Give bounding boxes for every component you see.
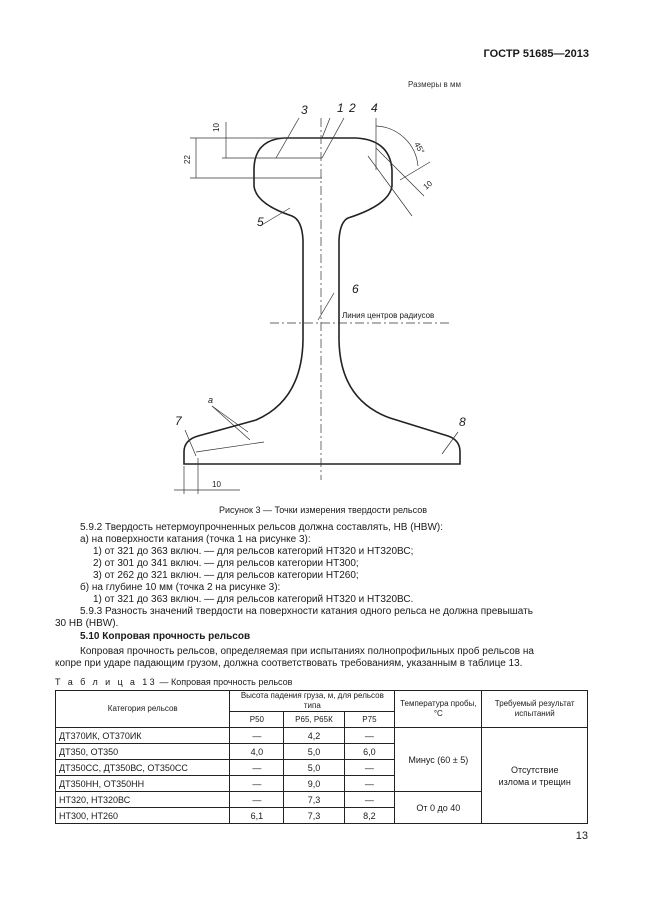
row-5-p50: — <box>230 792 284 808</box>
result-cell: Отсутствие излома и трещин <box>482 728 588 824</box>
row-5-p65: 7,3 <box>284 792 344 808</box>
header-result: Требуемый результат испытаний <box>482 691 588 728</box>
row-1-category: ДТ370ИК, ОТ370ИК <box>56 728 230 744</box>
row-1-p65: 4,2 <box>284 728 344 744</box>
para-510-line1: Копровая прочность рельсов, определяемая при испытаниях полнопрофильных проб рельсов на <box>80 646 534 657</box>
table-13 <box>55 690 588 824</box>
header-temp: Температура пробы, °С <box>395 691 482 728</box>
para-592b: б) на глубине 10 мм (точка 2 на рисунке 3): <box>80 582 281 593</box>
table-caption: Т а б л и ц а 13 — Копровая прочность рельсов <box>55 677 293 687</box>
row-4-p65: 9,0 <box>284 776 344 792</box>
para-510-line2: копре при ударе падающим грузом, должна соответствовать требованиям, указанным в таблице 13. <box>55 658 523 669</box>
row-2-category: ДТ350, ОТ350 <box>56 744 230 760</box>
row-3-p75: — <box>344 760 395 776</box>
document-header: ГОСТР 51685—2013 <box>483 48 589 60</box>
header-height: Высота падения груза, м, для рельсов типа <box>230 691 395 712</box>
page-number: 13 <box>575 830 588 842</box>
header-p50: Р50 <box>230 712 284 728</box>
header-category: Категория рельсов <box>56 691 230 728</box>
row-3-p65: 5,0 <box>284 760 344 776</box>
units-note: Размеры в мм <box>408 80 461 89</box>
dim-10-bottom: 10 <box>212 480 221 489</box>
section-510-title: 5.10 Копровая прочность рельсов <box>80 631 251 642</box>
callout-a: a <box>208 395 214 405</box>
row-6-p50: 6,1 <box>230 808 284 824</box>
temp-cell-b: От 0 до 40 <box>395 792 482 824</box>
callout-7: 7 <box>175 414 182 428</box>
para-592a3: 3) от 262 до 321 включ. — для рельсов категории НТ260; <box>93 570 359 581</box>
callout-3: 3 <box>301 103 308 117</box>
callout-8: 8 <box>459 415 466 429</box>
callout-6: 6 <box>352 282 359 296</box>
row-4-p50: — <box>230 776 284 792</box>
rail-outline <box>184 138 460 464</box>
para-593-line1: 5.9.3 Разность значений твердости на поверхности катания одного рельса не должна превышать <box>80 606 533 617</box>
row-1-p75: — <box>344 728 395 744</box>
para-592a: а) на поверхности катания (точка 1 на рисунке 3): <box>80 534 311 545</box>
dim-10-top: 10 <box>212 123 221 132</box>
header-p65: Р65, Р65К <box>284 712 344 728</box>
para-592a2: 2) от 301 до 341 включ. — для рельсов категории НТ300; <box>93 558 359 569</box>
callout-1: 1 <box>337 101 344 115</box>
para-592: 5.9.2 Твердость нетермоупрочненных рельсов должна составлять, НВ (HBW): <box>80 522 444 533</box>
figure-caption: Рисунок 3 — Точки измерения твердости рельсов <box>219 505 427 515</box>
row-4-p75: — <box>344 776 395 792</box>
header-p75: Р75 <box>344 712 395 728</box>
temp-cell-a: Минус (60 ± 5) <box>395 728 482 792</box>
row-2-p65: 5,0 <box>284 744 344 760</box>
center-line-label: Линия центров радиусов <box>342 311 435 320</box>
dim-10-corner: 10 <box>421 178 435 192</box>
dim-22: 22 <box>183 155 192 164</box>
para-593-line2: 30 НВ (HBW). <box>55 618 119 629</box>
callout-2: 2 <box>349 101 356 115</box>
row-5-category: НТ320, НТ320ВС <box>56 792 230 808</box>
row-1-p50: — <box>230 728 284 744</box>
row-3-p50: — <box>230 760 284 776</box>
para-592b1: 1) от 321 до 363 включ. — для рельсов категорий НТ320 и НТ320ВС. <box>93 594 414 605</box>
callout-4: 4 <box>371 101 378 115</box>
callout-5: 5 <box>257 215 264 229</box>
row-5-p75: — <box>344 792 395 808</box>
row-4-category: ДТ350НН, ОТ350НН <box>56 776 230 792</box>
dim-45: 45° <box>412 140 427 156</box>
row-2-p75: 6,0 <box>344 744 395 760</box>
row-6-category: НТ300, НТ260 <box>56 808 230 824</box>
para-592a1: 1) от 321 до 363 включ. — для рельсов категорий НТ320 и НТ320ВС; <box>93 546 414 557</box>
row-6-p75: 8,2 <box>344 808 395 824</box>
row-6-p65: 7,3 <box>284 808 344 824</box>
row-3-category: ДТ350СС, ДТ350ВС, ОТ350СС <box>56 760 230 776</box>
row-2-p50: 4,0 <box>230 744 284 760</box>
